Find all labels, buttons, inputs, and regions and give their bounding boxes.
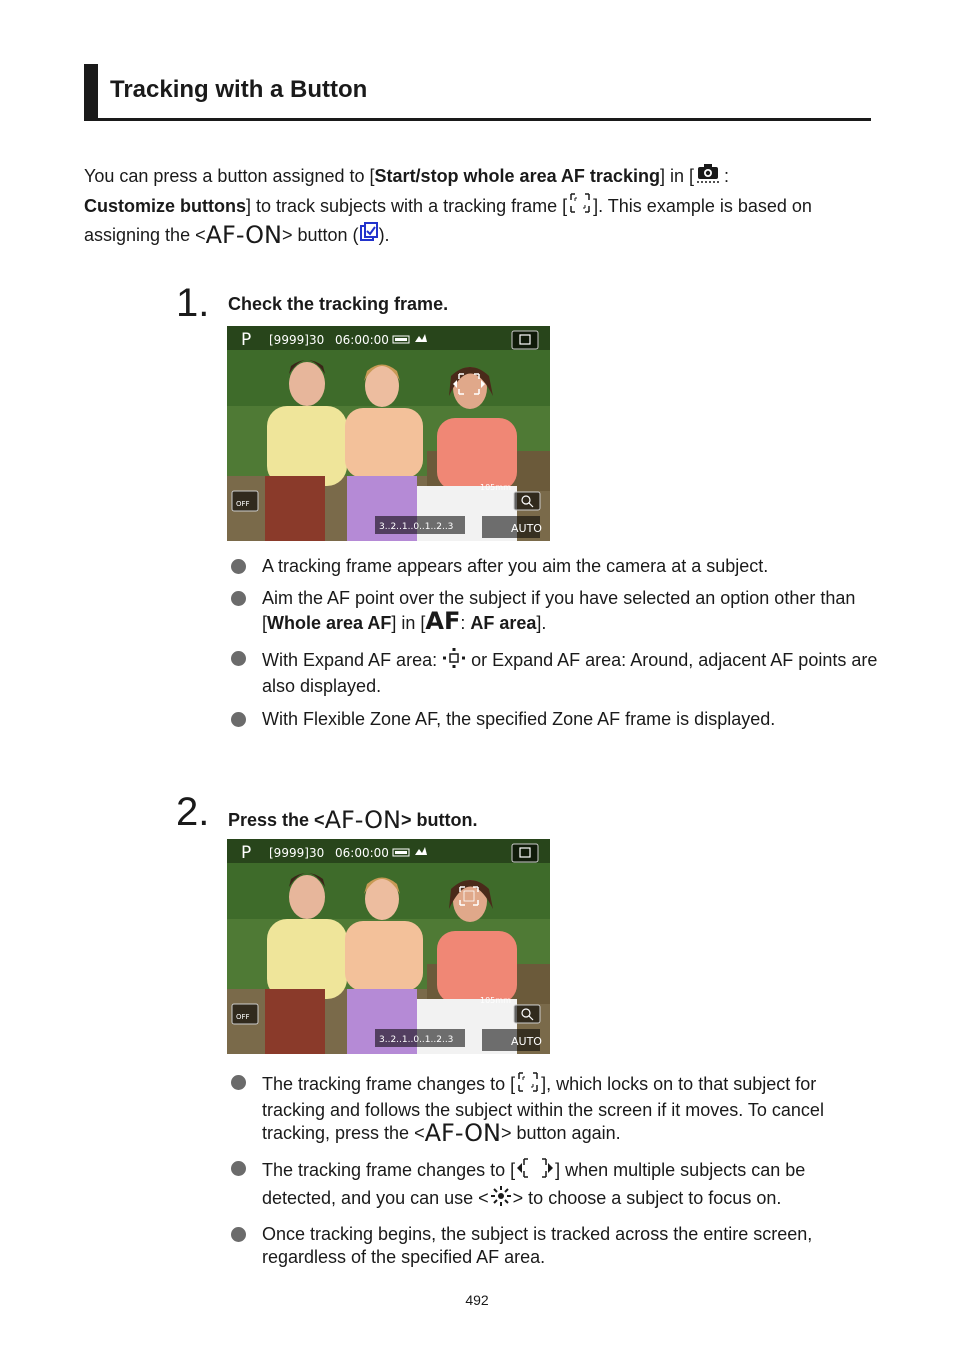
movie-time-indicator: 06:00:00 [335,846,389,860]
movie-time-indicator: 06:00:00 [335,333,389,347]
bullet-dot-icon [231,559,246,574]
intro-bold-setting: Start/stop whole area AF tracking [374,165,660,186]
bullet-dot-icon [231,651,246,666]
person-top [345,408,423,478]
tracking-frame-icon [567,192,593,222]
link-page-icon[interactable] [359,222,379,250]
exposure-level-scale: 3..2..1..0..1..2..3 [379,522,454,532]
camera-shooting-menu-icon [694,162,724,192]
step-1-camera-screen [227,326,550,541]
magnify-button [514,492,540,510]
zoom-indicator: 105mm [480,996,511,1005]
list-item: With Flexible Zone AF, the specified Zone AF frame is displayed. [228,708,878,731]
list-item: The tracking frame changes to [ ] when multiple subjects can be detected, and you can use < > to choose a subject to focus on. [228,1157,878,1213]
step-2-title: Press the <AF-ON> button. [228,806,478,834]
af-menu-icon: AF [425,607,461,635]
person-face [289,362,325,406]
burst-count-indicator: 30 [309,333,325,347]
list-item: Once tracking begins, the subject is tracked across the entire screen, regardless of the specified AF area. [228,1223,878,1269]
iso-value: AUTO [511,1035,542,1048]
person-top [267,406,347,486]
af-on-button-icon: AF-ON [324,806,401,834]
iso-value: AUTO [511,522,542,535]
shots-remaining-indicator: [9999] [269,846,309,860]
bullet-dot-icon [231,1161,246,1176]
shots-remaining-indicator: [9999] [269,333,309,347]
tracking-frame-locked-icon [515,1071,541,1099]
person-skirt [265,476,325,541]
bullet-dot-icon [231,591,246,606]
section-header-bar [84,64,98,120]
exposure-level-scale: 3..2..1..0..1..2..3 [379,1035,454,1045]
magnify-button [514,1005,540,1023]
list-item: A tracking frame appears after you aim the camera at a subject. [228,555,878,578]
shooting-mode-indicator: P [241,843,252,863]
step-1-title: Check the tracking frame. [228,294,449,314]
multi-controller-icon [489,1185,513,1213]
battery-level [395,338,407,341]
af-on-button-icon: AF-ON [205,221,282,249]
quick-control-button [512,331,538,349]
section-header-rule [84,118,871,121]
multi-subject-frame-icon [515,1157,555,1185]
battery-level [395,851,407,854]
list-item: The tracking frame changes to [ ], which locks on to that subject for tracking and follows the subject within the screen if it moves. To cancel tracking, press the <AF-ON> button again. [228,1071,878,1145]
touch-shutter-label: OFF [236,1013,250,1021]
step-2-bullets [228,1071,878,1269]
person-top [437,931,517,1003]
list-item: Aim the AF point over the subject if you have selected an option other than [Whole area AF] in [AF: AF area]. [228,587,878,635]
shooting-mode-indicator: P [241,330,252,350]
bullet-dot-icon [231,1227,246,1242]
quick-control-button [512,844,538,862]
af-on-button-icon: AF-ON [424,1119,501,1147]
expand-af-area-icon [442,647,466,675]
burst-count-indicator: 30 [309,846,325,860]
person-face [289,875,325,919]
step-1-number: 1. [176,281,210,325]
section-title: Tracking with a Button [110,76,368,103]
person-top [267,919,347,999]
person-top [437,418,517,490]
touch-shutter-label: OFF [236,500,250,508]
person-skirt [265,989,325,1054]
step-2-camera-screen [227,839,550,1054]
intro-bold-customize: Customize buttons [84,195,246,216]
zoom-indicator: 105mm [480,483,511,492]
list-item: With Expand AF area: or Expand AF area: Around, adjacent AF points are also displayed. [228,647,878,698]
intro-text: You can press a button assigned to [ [84,165,375,186]
step-1-bullets [228,555,878,731]
step-2-number: 2. [176,790,210,834]
bullet-dot-icon [231,1075,246,1090]
intro-paragraph: You can press a button assigned to [Start/stop whole area AF tracking] in [ : Customize buttons] to track subjects with a tracking frame [ ]. This example is based on assigning the <AF-ON> button ( ). [84,162,874,250]
bullet-dot-icon [231,712,246,727]
person-top [345,921,423,991]
page-number: 492 [465,1292,489,1308]
